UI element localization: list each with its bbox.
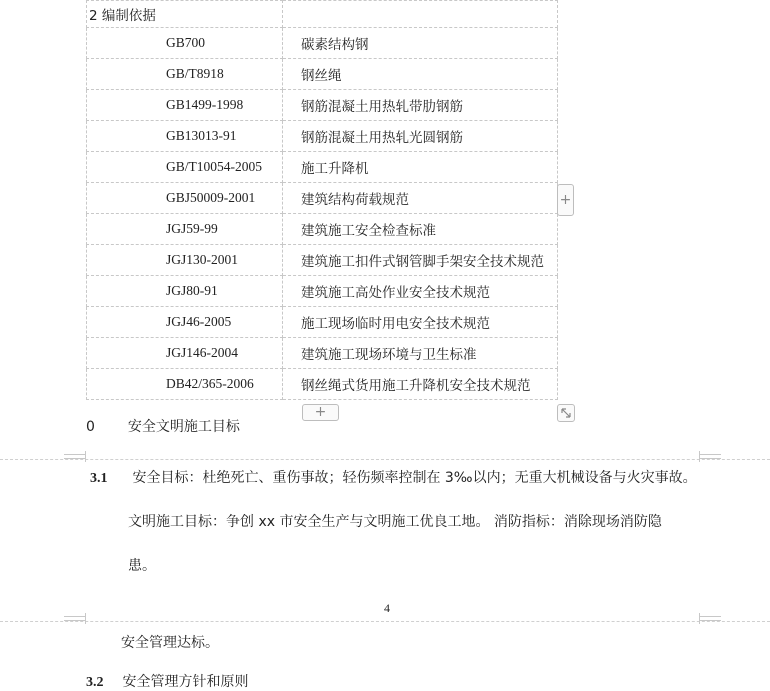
standard-name-cell[interactable]: 施工现场临时用电安全技术规范 <box>283 307 558 338</box>
table-row <box>87 183 558 214</box>
page-corner-mark <box>64 616 86 624</box>
standard-name-cell[interactable]: 钢筋混凝土用热轧光圆钢筋 <box>283 121 558 152</box>
standard-name-cell[interactable]: 建筑施工现场环境与卫生标准 <box>283 338 558 369</box>
standard-name-cell[interactable]: 建筑施工扣件式钢管脚手架安全技术规范 <box>283 245 558 276</box>
standard-code-cell[interactable]: GB13013-91 <box>87 121 283 152</box>
standard-code-cell[interactable]: DB42/365-2006 <box>87 369 283 400</box>
standard-code-cell[interactable]: GB1499-1998 <box>87 90 283 121</box>
standard-name-cell[interactable]: 建筑施工安全检查标准 <box>283 214 558 245</box>
section-3-1-line2: 文明施工目标：争创 xx 市安全生产与文明施工优良工地。 消防指标：消除现场消防隐 <box>128 514 662 530</box>
table-row <box>87 307 558 338</box>
table-row <box>87 90 558 121</box>
section-3-1-line1: 安全目标：杜绝死亡、重伤事故；轻伤频率控制在 3‰以内；无重大机械设备与火灾事故。 <box>132 470 697 486</box>
standard-name-cell[interactable]: 钢丝绳 <box>283 59 558 90</box>
table-row <box>87 214 558 245</box>
table-row <box>87 28 558 59</box>
add-row-button[interactable]: + <box>302 404 339 421</box>
standard-code-cell[interactable]: JGJ80-91 <box>87 276 283 307</box>
table-resize-handle[interactable] <box>557 404 575 422</box>
standard-code-cell[interactable]: JGJ59-99 <box>87 214 283 245</box>
table-row <box>87 121 558 152</box>
standards-table[interactable] <box>86 0 558 400</box>
add-column-button[interactable]: + <box>557 184 574 216</box>
page-corner-mark <box>699 616 721 624</box>
page-break-divider <box>0 621 770 622</box>
standard-name-cell[interactable]: 碳素结构钢 <box>283 28 558 59</box>
resize-arrows-icon <box>558 405 574 421</box>
table-row <box>87 245 558 276</box>
standard-code-cell[interactable]: GBJ50009-2001 <box>87 183 283 214</box>
standard-code-cell[interactable]: JGJ146-2004 <box>87 338 283 369</box>
page-corner-mark <box>64 454 86 462</box>
standard-code-cell[interactable]: GB/T10054-2005 <box>87 152 283 183</box>
section-3-2-heading <box>86 671 248 691</box>
section-3-1-line4: 安全管理达标。 <box>121 635 219 651</box>
section-0-title: 安全文明施工目标 <box>127 419 240 435</box>
table-header-empty-cell[interactable] <box>283 1 558 28</box>
table-row <box>87 152 558 183</box>
standard-name-cell[interactable]: 建筑施工高处作业安全技术规范 <box>283 276 558 307</box>
standard-code-cell[interactable]: GB/T8918 <box>87 59 283 90</box>
section-3-1-paragraph <box>90 467 697 487</box>
section-3-2-title: 安全管理方针和原则 <box>122 674 249 690</box>
section-3-1-number: 3.1 <box>90 471 108 486</box>
standard-code-cell[interactable]: JGJ46-2005 <box>87 307 283 338</box>
table-header-row <box>87 1 558 28</box>
page-break-divider <box>0 459 770 460</box>
standard-name-cell[interactable]: 建筑结构荷载规范 <box>283 183 558 214</box>
section-0-number: 0 <box>86 419 95 435</box>
standard-name-cell[interactable]: 施工升降机 <box>283 152 558 183</box>
table-row <box>87 276 558 307</box>
table-row <box>87 338 558 369</box>
section-3-1-line3: 患。 <box>128 558 156 574</box>
standard-code-cell[interactable]: JGJ130-2001 <box>87 245 283 276</box>
standard-name-cell[interactable]: 钢丝绳式货用施工升降机安全技术规范 <box>283 369 558 400</box>
table-row <box>87 59 558 90</box>
table-header-cell[interactable]: 2 编制依据 <box>87 1 283 28</box>
standard-code-cell[interactable]: GB700 <box>87 28 283 59</box>
page-number: 4 <box>384 601 390 615</box>
standard-name-cell[interactable]: 钢筋混凝土用热轧带肋钢筋 <box>283 90 558 121</box>
section-3-2-number: 3.2 <box>86 675 104 690</box>
table-row <box>87 369 558 400</box>
page-corner-mark <box>699 454 721 462</box>
section-0-heading <box>86 416 240 436</box>
